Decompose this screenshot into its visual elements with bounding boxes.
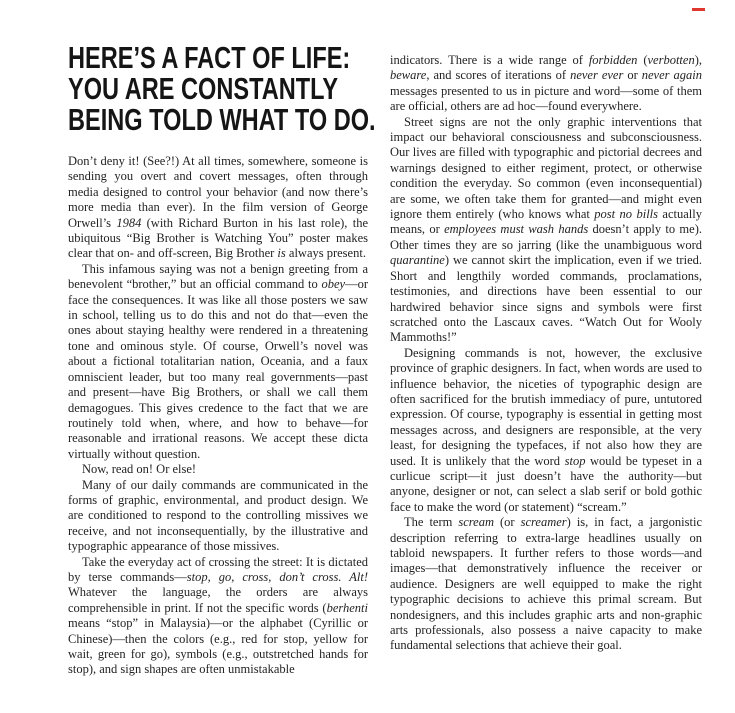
right-column-text: [390, 53, 702, 654]
page-title-line-2: YOU ARE CONSTANTLY: [68, 71, 339, 106]
paragraph: This infamous saying was not a benign greeting from a benevolent “brother,” but an official command to obey—or face the consequences. It was like all those posters we saw in school, telling us to do this and not do that—even the ones about staying healthy were rendered in a threatening tone and ominous style. Of course, Orwell’s novel was about a fictional totalitarian nation, Oceania, and a faux omniscient leader, but too many real governments—past and present—have Big Brothers, or shall we call them demagogues. This gives credence to the fact that we are routinely told when, where, and how to behave—for reasonable and irrational reasons. We accept these dicta virtually without question.: [68, 261, 368, 461]
paragraph: Street signs are not the only graphic interventions that impact our behavioral consciousness and subconsciousness. Our lives are filled with typographic and pictorial decrees and warnings designed to either regiment, protect, or otherwise condition the everyday. So common (even inconsequential) are some, we often take them for granted—and might even ignore them entirely (who knows what post no bills actually means, or employees must wash hands doesn’t apply to me). Other times they are so jarring (like the unambiguous word quarantine) we cannot skirt the implication, even if we tried. Short and lengthily worded commands, proclamations, testimonies, and directions have been essential to our hardwired behavior since signs and symbols were first scratched onto the Lascaux caves. “Watch Out for Wooly Mammoths!”: [390, 114, 702, 345]
paragraph: Take the everyday act of crossing the street: It is dictated by terse commands—stop, go, cross, don’t cross. Alt! Whatever the language, the orders are always comprehensible in print. If not the specific words (berhenti means “stop” in Malaysia)—or the alphabet (Cyrillic or Chinese)—then the colors (e.g., red for stop, yellow for wait, green for go), symbols (e.g., outstretched hands for stop), and sign shapes are often unmistakable: [68, 554, 368, 677]
page-title-line-1: HERE’S A FACT OF LIFE:: [68, 40, 351, 75]
page-title: [68, 40, 376, 137]
paragraph: Don’t deny it! (See?!) At all times, somewhere, someone is sending you overt and covert messages, often through media designed to control your behavior (and now there’s more media than ever). In the film version of George Orwell’s 1984 (with Richard Burton in his last role), the ubiquitous “Big Brother is Watching You” poster makes clear that on- and off-screen, Big Brother is always present.: [68, 154, 368, 261]
red-page-marker: [692, 8, 705, 11]
left-column: [68, 40, 376, 678]
paragraph: The term scream (or screamer) is, in fact, a jargonistic description referring to extra-large headlines usually on tabloid newspapers. It further refers to those words—and images—that demonstratively influence the receiver or audience. Designers are well equipped to make the right typographic decisions to achieve this primal scream. But nondesigners, and this includes graphic arts and non-graphic arts professionals, also possess a naive capacity to make fundamental selections that achieve their goal.: [390, 515, 702, 653]
paragraph: Now, read on! Or else!: [82, 462, 197, 477]
paragraph: Designing commands is not, however, the exclusive province of graphic designers. In fact, when words are used to influence behavior, the niceties of typographic design are often sacrificed for the brutish immediacy of pure, untutored expression. Of course, typography is essential in getting most messages across, and designers are responsible, at the very least, for designing the typefaces, if not also how they are used. It is unlikely that the word stop would be typeset in a curlicue script—it just doesn’t have the authority—but anyone, designer or not, can select a slab serif or bold gothic face to make the word (or statement) “scream.”: [390, 345, 703, 514]
left-column-text: [68, 154, 368, 678]
page-title-line-3: BEING TOLD WHAT TO DO.: [68, 102, 376, 137]
paragraph: indicators. There is a wide range of forbidden (verbotten), beware, and scores of iterations of never ever or never again messages presented to us in picture and word—some of them are official, others are ad hoc—found everywhere.: [390, 53, 702, 114]
paragraph: Many of our daily commands are communicated in the forms of graphic, environmental, and product design. We are conditioned to respond to the controlling missives we receive, and not inconsequentially, by the illustrative and typographic appearance of those missives.: [68, 477, 368, 554]
right-column: [390, 42, 702, 678]
